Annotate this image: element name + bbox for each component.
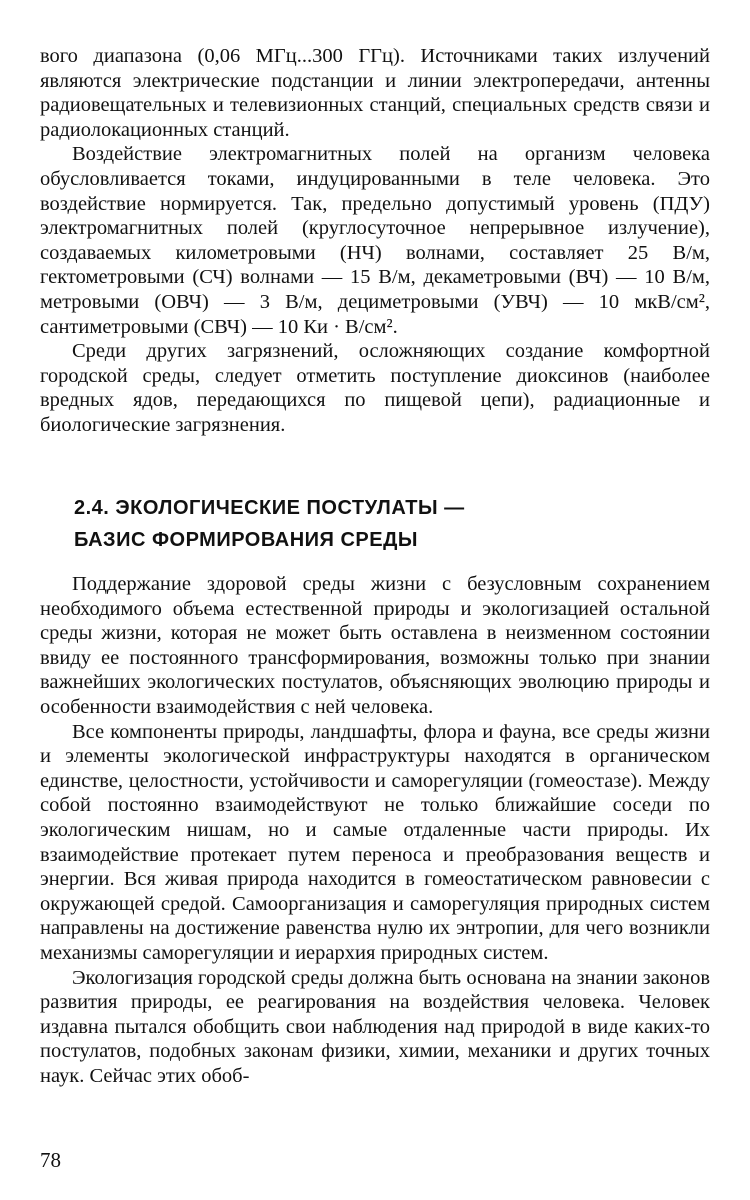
paragraph-continuation: вого диапазона (0,06 МГц...300 ГГц). Источниками таких излучений являются электрические подстанции и линии электропередачи, антенны радиовещательных и телевизионных станций, специальных средств связи и радиолокационных станций. (40, 45, 710, 141)
page-number: 78 (40, 1148, 61, 1172)
section-heading-line-1: 2.4. ЭКОЛОГИЧЕСКИЕ ПОСТУЛАТЫ — (74, 497, 465, 519)
paragraph-other-pollution: Среди других загрязнений, осложняющих создание комфортной городской среды, следует отметить поступление диоксинов (наиболее вредных ядов, передающихся по пищевой цепи), радиационные и биологические загрязнения. (40, 340, 710, 436)
top-text-block (40, 44, 710, 438)
section-heading-line-2: БАЗИС ФОРМИРОВАНИЯ СРЕДЫ (74, 529, 418, 551)
section-heading (74, 492, 714, 556)
paragraph-urban-ecologization: Экологизация городской среды должна быть основана на знании законов развития природы, ее реагирования на воздействия человека. Человек издавна пытался обобщить свои наблюдения над природой в виде каких-то постулатов, подобных законам физики, химии, механики и других точных наук. Сейчас этих обоб- (40, 966, 710, 1087)
bottom-text-block (40, 572, 710, 1088)
paragraph-emf-norms: Воздействие электромагнитных полей на организм человека обусловливается токами, индуцированными в теле человека. Это воздействие нормируется. Так, предельно допустимый уровень (ПДУ) электромагнитных полей (круглосуточное непрерывное излучение), создаваемых километровыми (НЧ) волнами, составляет 25 В/м, гектометровыми (СЧ) волнами — 15 В/м, декаметровыми (ВЧ) — 10 В/м, метровыми (ОВЧ) — 3 В/м, дециметровыми (УВЧ) — 10 мкВ/см², сантиметровыми (СВЧ) — 10 Ки · В/см². (40, 143, 710, 338)
paragraph-healthy-environment: Поддержание здоровой среды жизни с безусловным сохранением необходимого объема естественной природы и экологизацией остальной среды жизни, которая не может быть оставлена в неизменном состоянии ввиду ее постоянного трансформирования, возможны только при знании важнейших экологических постулатов, объясняющих эволюцию природы и особенности взаимодействия с ней человека. (40, 573, 710, 718)
paragraph-nature-components: Все компоненты природы, ландшафты, флора и фауна, все среды жизни и элементы экологической инфраструктуры находятся в органическом единстве, целостности, устойчивости и саморегуляции (гомеостазе). Между собой постоянно взаимодействуют не только ближайшие соседи по экологическим нишам, но и самые отдаленные части природы. Их взаимодействие протекает путем переноса и преобразования веществ и энергии. Вся живая природа находится в гомеостатическом равновесии с окружающей средой. Самоорганизация и саморегуляция природных систем направлены на достижение равенства нулю их энтропии, для чего возникли механизмы саморегуляции и иерархия природных систем. (40, 720, 710, 964)
